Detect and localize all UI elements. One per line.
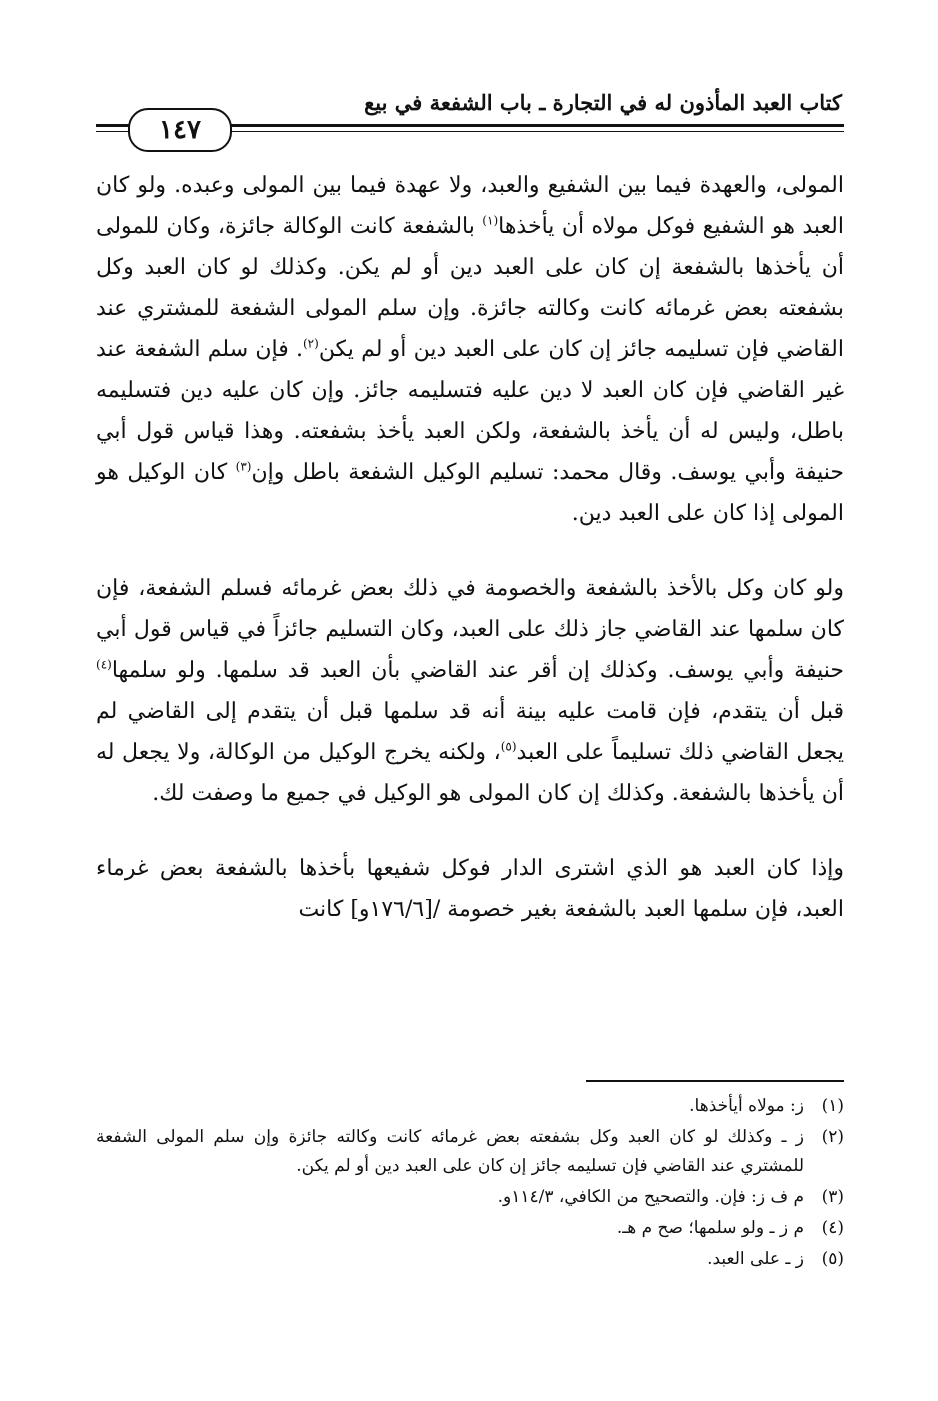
footnotes: [96, 1092, 844, 1276]
running-header-title: كتاب العبد المأذون له في التجارة ـ باب الشفعة في بيع: [364, 90, 842, 115]
text-run: كان الوكيل هو المولى إذا كان على العبد دين.: [96, 460, 844, 526]
footnote-ref-2: (٢): [302, 336, 319, 351]
text-run: وإذا كان العبد هو الذي اشترى الدار فوكل شفيعها بأخذها بالشفعة بعض غرماء العبد، فإن سلمها العبد بالشفعة بغير خصومة /[١٧٦/٦و] كانت: [96, 856, 844, 922]
text-run: ، ولكنه يخرج الوكيل من الوكالة، ولا يجعل له أن يأخذها بالشفعة. وكذلك إن كان المولى هو الوكيل في جميع ما وصفت لك.: [96, 740, 844, 806]
footnote-1: [96, 1092, 844, 1121]
header-rule-right-thin: [226, 131, 844, 132]
header-rule-left: [96, 124, 130, 127]
text-run: بالشفعة كانت الوكالة جائزة، وكان للمولى أن يأخذها بالشفعة إن كان على العبد دين أو لم يكن. وكذلك لو كان العبد وكل بشفعته بعض غرمائه كانت وكالته جائزة. وإن سلم المولى الشفعة للمشتري عند القاضي فإن تسليمه جائز إن كان على العبد دين أو لم يكن: [96, 214, 844, 362]
footnote-ref-3: (٣): [235, 459, 252, 474]
paragraph-spacer: [96, 534, 844, 568]
footnote-5: [96, 1245, 844, 1274]
footnote-number: (٥): [821, 1249, 844, 1269]
footnote-ref-4: (٤): [96, 657, 112, 672]
footnote-ref-5: (٥): [500, 739, 517, 754]
footnote-4: [96, 1214, 844, 1243]
paragraph-1: [96, 165, 844, 534]
text-run: المولى، والعهدة فيما بين الشفيع والعبد، ولا عهدة فيما بين المولى وعبده. ولو كان العبد هو الشفيع فوكل مولاه أن يأخذها: [96, 173, 844, 239]
paragraph-spacer: [96, 814, 844, 848]
page-number: ١٤٧: [159, 115, 201, 145]
footnote-text: م ز ـ ولو سلمها؛ صح م هـ.: [616, 1218, 804, 1238]
text-run: قبل أن يتقدم، فإن قامت عليه بينة أنه قد سلمها قبل أن يتقدم إلى القاضي لم يجعل القاضي ذلك تسليماً على العبد: [96, 699, 844, 765]
footnote-number: (٢): [821, 1127, 844, 1147]
text-run: ولو كان وكل بالأخذ بالشفعة والخصومة في ذلك بعض غرمائه فسلم الشفعة، فإن كان سلمها عند القاضي جاز ذلك على العبد، وكان التسليم جائزاً في قياس قول أبي حنيفة وأبي يوسف. وكذلك إن أقر عند القاضي بأن العبد قد سلمها. ولو سلمها: [96, 576, 844, 683]
paragraph-2: [96, 568, 844, 814]
header-rule-left-thin: [96, 131, 130, 132]
main-text: [96, 165, 844, 930]
text-run: . فإن سلم الشفعة عند غير القاضي فإن كان العبد لا دين عليه فتسليمه جائز. وإن كان عليه دين فتسليمه باطل، وليس له أن يأخذ بالشفعة، ولكن العبد يأخذ بشفعته. وهذا قياس قول أبي حنيفة وأبي يوسف. وقال محمد: تسليم الوكيل الشفعة باطل وإن: [96, 337, 844, 485]
header-rule-right: [226, 124, 844, 127]
footnote-number: (١): [821, 1096, 844, 1116]
footnote-separator: [586, 1080, 844, 1082]
footnote-text: ز ـ على العبد.: [707, 1249, 804, 1269]
footnote-2: [96, 1123, 844, 1181]
footnote-3: [96, 1183, 844, 1212]
footnote-number: (٣): [821, 1187, 844, 1207]
paragraph-3: [96, 848, 844, 930]
footnote-number: (٤): [821, 1218, 844, 1238]
footnote-text: م ف ز: فإن. والتصحيح من الكافي، ١١٤/٣و.: [497, 1187, 804, 1207]
footnote-text: ز ـ وكذلك لو كان العبد وكل بشفعته بعض غرمائه كانت وكالته جائزة وإن سلم المولى الشفعة للمشتري عند القاضي فإن تسليمه جائز إن كان على العبد دين أو لم يكن.: [96, 1127, 804, 1176]
footnote-ref-1: (١): [482, 213, 499, 228]
footnote-text: ز: مولاه أيأخذها.: [689, 1096, 804, 1116]
page-number-badge: [128, 108, 232, 152]
